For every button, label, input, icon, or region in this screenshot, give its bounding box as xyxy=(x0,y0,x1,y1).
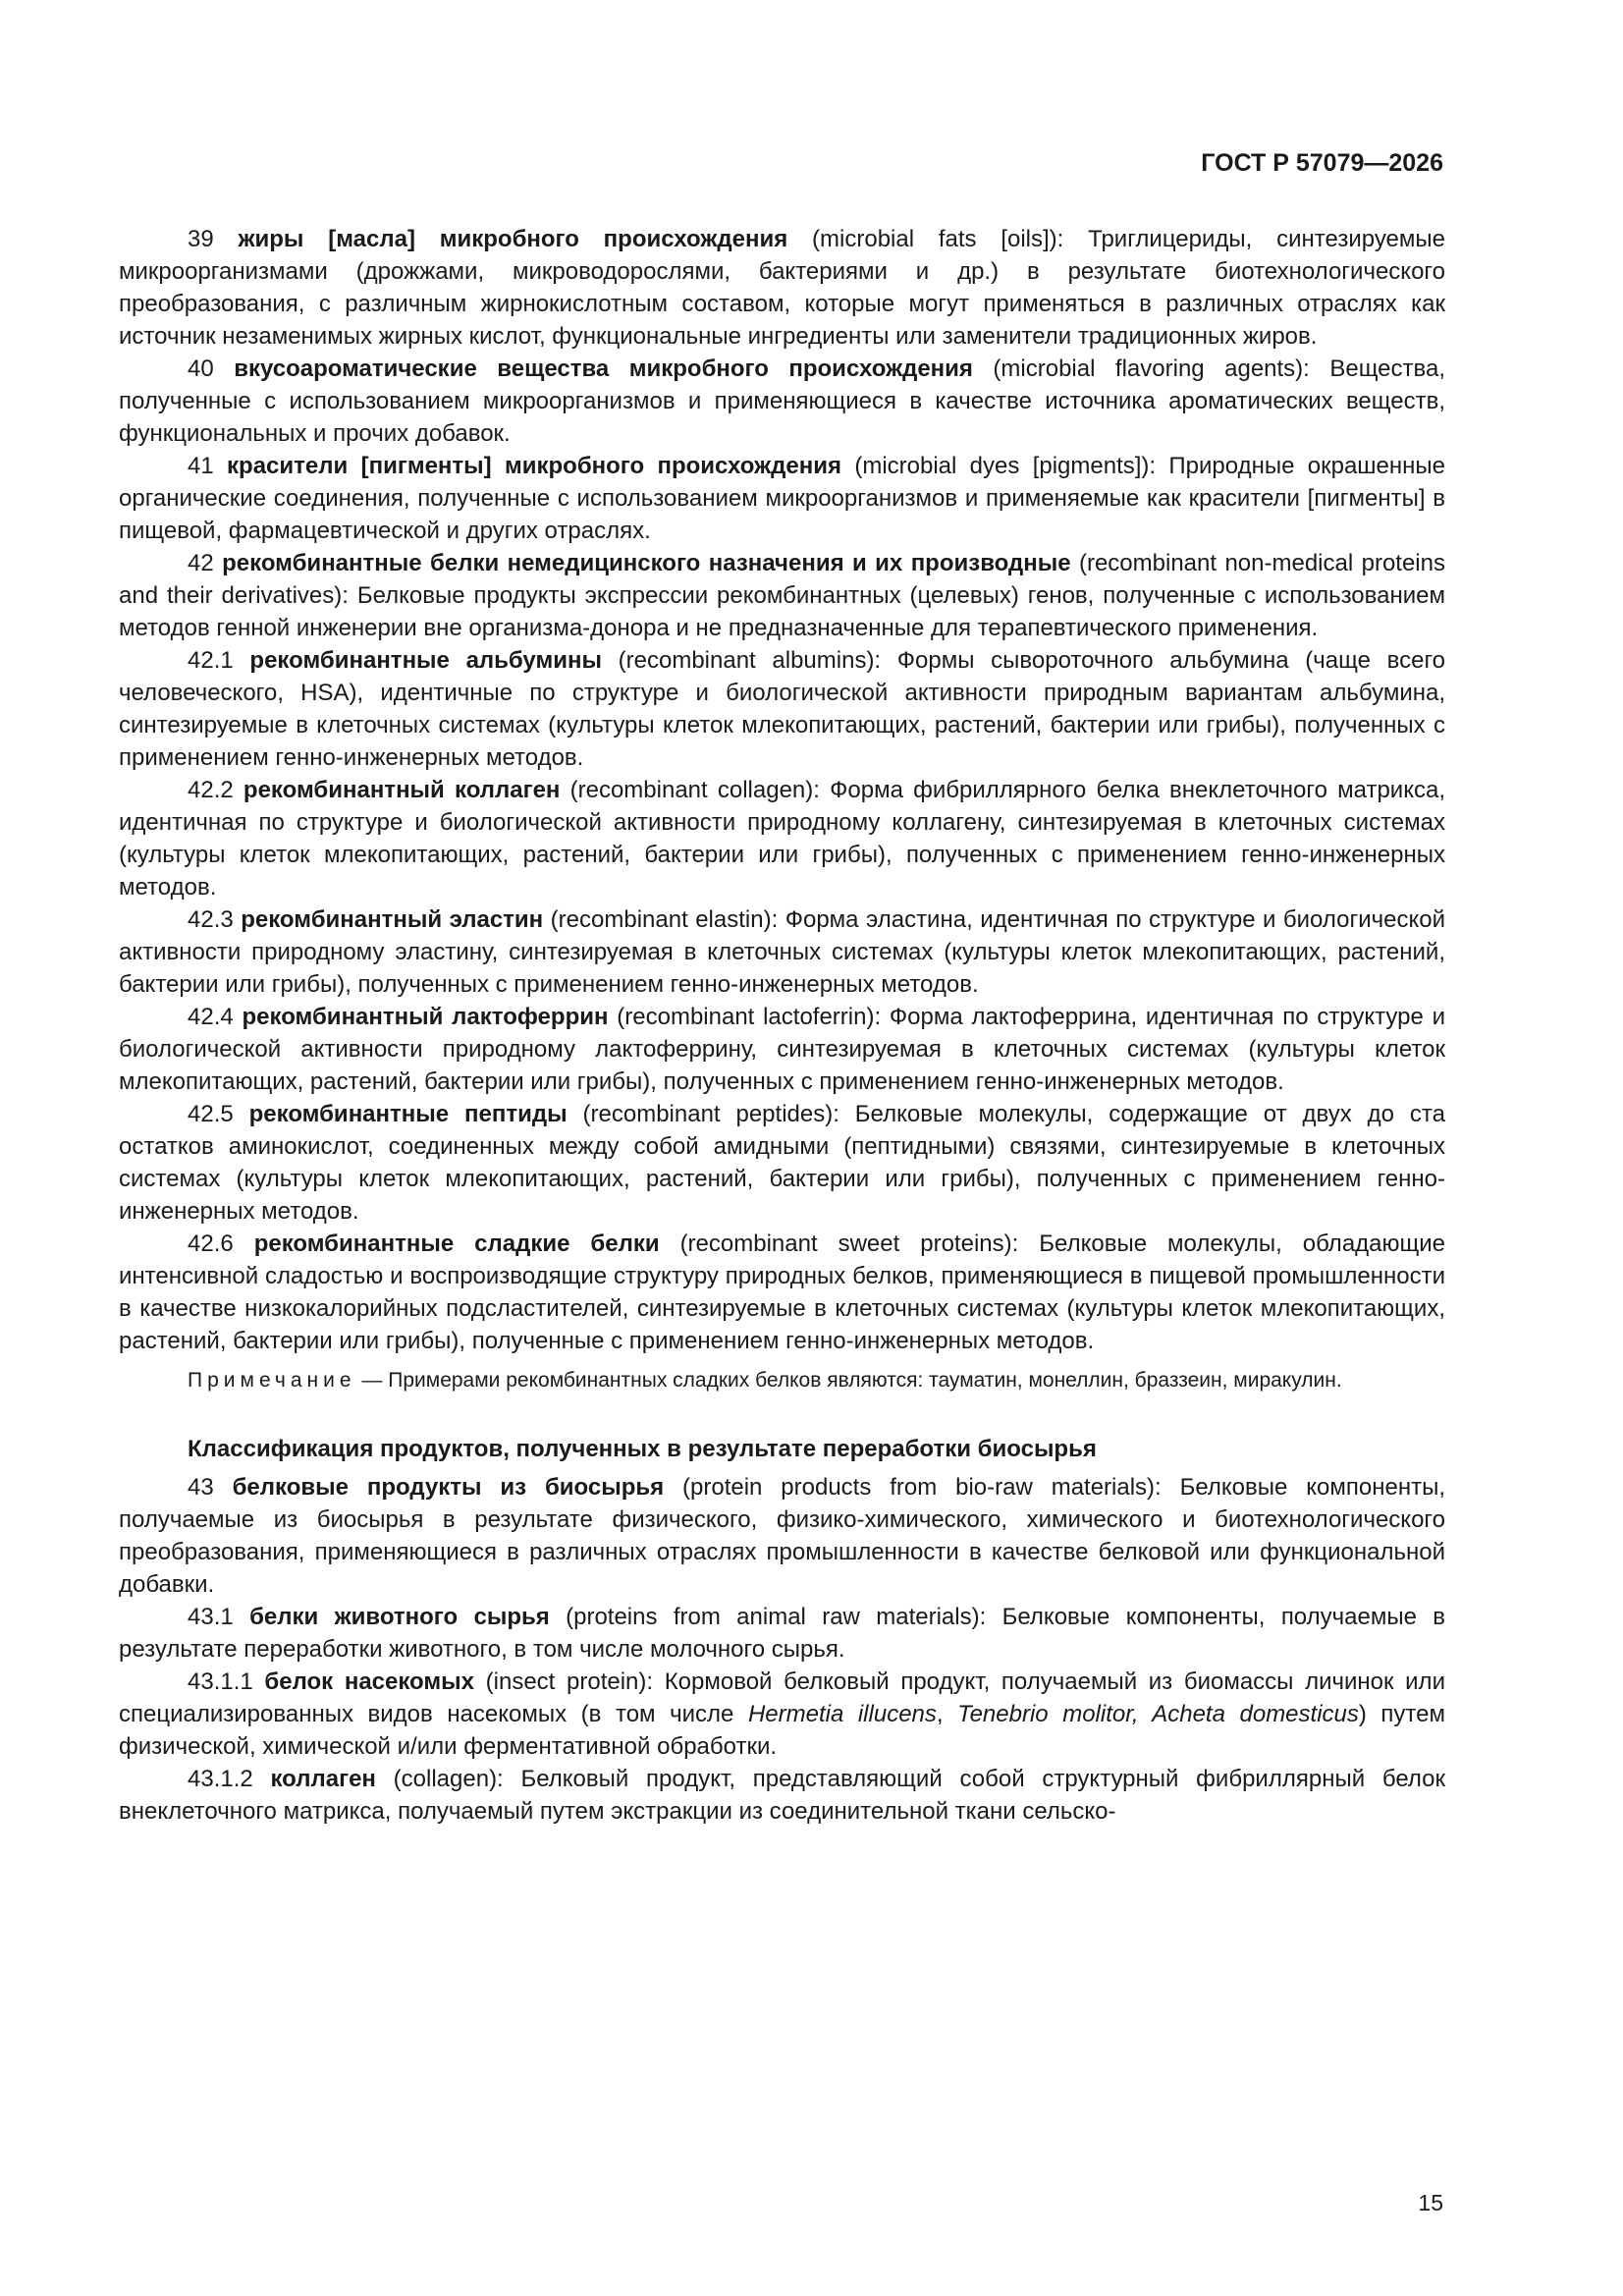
entry-43: 43 белковые продукты из биосырья (protein products from bio-raw materials): Белковые компоненты, получаемые из биосырья в результате физического, физико-химического, химического и биотехнологического преобразования, применяющиеся в различных отраслях промышленности в качестве белковой или функциональной добавки. xyxy=(119,1474,1445,1598)
page-number: 15 xyxy=(1418,2190,1443,2215)
term: вкусоароматические вещества микробного происхождения xyxy=(234,355,973,382)
term: красители [пигменты] микробного происхождения xyxy=(227,453,842,479)
term: белки животного сырья xyxy=(249,1604,550,1630)
document-body xyxy=(119,223,1445,1828)
species-name: Hermetia illucens xyxy=(747,1701,937,1727)
term: рекомбинантные белки немедицинского назначения и их производные xyxy=(222,550,1071,576)
entry-42: 42 рекомбинантные белки немедицинского назначения и их производные (recombinant non-medical proteins and their derivatives): Белковые продукты экспрессии рекомбинантных (целевых) генов, полученные с использованием методов генной инженерии вне организма-донора и не предназначенные для терапевтического применения. xyxy=(119,550,1445,641)
species-name: Tenebrio molitor, Acheta domesticus xyxy=(957,1701,1359,1727)
entry-43-1-1: 43.1.1 белок насекомых (insect protein): Кормовой белковый продукт, получаемый из биомассы личинок или специализированных видов насекомых (в том числе Hermetia illucens, Tenebrio molitor, Acheta domesticus) путем физической, химической и/или ферментативной обработки. xyxy=(119,1668,1445,1760)
note-label: Примечание xyxy=(188,1369,356,1392)
entry-42-4: 42.4 рекомбинантный лактоферрин (recombinant lactoferrin): Форма лактоферрина, идентичная по структуре и биологической активности природному лактоферрину, синтезируемая в клеточных системах (культуры клеток млекопитающих, растений, бактерии или грибы), полученных с применением генно-инженерных методов. xyxy=(119,1004,1446,1095)
term: белковые продукты из биосырья xyxy=(232,1474,665,1501)
entry-42-1: 42.1 рекомбинантные альбумины (recombinant albumins): Формы сывороточного альбумина (чаще всего человеческого, HSA), идентичные по структуре и биологической активности природным вариантам альбумина, синтезируемые в клеточных системах (культуры клеток млекопитающих, растений, бактерии или грибы), полученных с применением генно-инженерных методов. xyxy=(119,647,1446,771)
term: жиры [масла] микробного происхождения xyxy=(238,226,788,252)
entry-42-5: 42.5 рекомбинантные пептиды (recombinant peptides): Белковые молекулы, содержащие от двух до ста остатков аминокислот, соединенных между собой амидными (пептидными) связями, синтезируемые в клеточных системах (культуры клеток млекопитающих, растений, бактерии или грибы), полученных с применением генно-инженерных методов. xyxy=(119,1101,1445,1225)
entry-42-2: 42.2 рекомбинантный коллаген (recombinant collagen): Форма фибриллярного белка внеклеточного матрикса, идентичная по структуре и биологической активности природному коллагену, синтезируемая в клеточных системах (культуры клеток млекопитающих, растений, бактерии или грибы), полученных с применением генно-инженерных методов. xyxy=(119,777,1445,901)
term: рекомбинантный эластин xyxy=(241,906,544,933)
entry-43-1: 43.1 белки животного сырья (proteins from animal raw materials): Белковые компоненты, получаемые в результате переработки животного, в том числе молочного сырья. xyxy=(119,1604,1446,1663)
entry-41: 41 красители [пигменты] микробного происхождения (microbial dyes [pigments]): Природные окрашенные органические соединения, полученные с использованием микроорганизмов и применяемые как красители [пигменты] в пищевой, фармацевтической и других отраслях. xyxy=(119,453,1446,544)
term: рекомбинантный коллаген xyxy=(243,777,561,803)
term: коллаген xyxy=(270,1766,376,1792)
document-header: ГОСТ Р 57079—2026 xyxy=(1201,149,1443,177)
term: рекомбинантные пептиды xyxy=(248,1101,568,1127)
term: рекомбинантные альбумины xyxy=(249,647,602,674)
section-title: Классификация продуктов, полученных в результате переработки биосырья xyxy=(188,1436,1097,1462)
entry-40: 40 вкусоароматические вещества микробного происхождения (microbial flavoring agents): Вещества, полученные с использованием микроорганизмов и применяющиеся в качестве источника ароматических веществ, функциональных и прочих добавок. xyxy=(119,355,1446,447)
entry-42-6: 42.6 рекомбинантные сладкие белки (recombinant sweet proteins): Белковые молекулы, обладающие интенсивной сладостью и воспроизводящие структуру природных белков, применяющиеся в пищевой промышленности в качестве низкокалорийных подсластителей, синтезируемые в клеточных системах (культуры клеток млекопитающих, растений, бактерии или грибы), полученные с применением генно-инженерных методов. xyxy=(119,1230,1446,1354)
entry-42-3: 42.3 рекомбинантный эластин (recombinant elastin): Форма эластина, идентичная по структуре и биологической активности природному эластину, синтезируемая в клеточных системах (культуры клеток млекопитающих, растений, бактерии или грибы), полученных с применением генно-инженерных методов. xyxy=(119,906,1446,998)
note: Примечание — Примерами рекомбинантных сладких белков являются: тауматин, монеллин, браззеин, миракулин. xyxy=(188,1369,1342,1392)
entry-43-1-2: 43.1.2 коллаген (collagen): Белковый продукт, представляющий собой структурный фибриллярный белок внеклеточного матрикса, получаемый путем экстракции из соединительной ткани сельско- xyxy=(119,1766,1445,1825)
entry-39: 39 жиры [масла] микробного происхождения (microbial fats [oils]): Триглицериды, синтезируемые микроорганизмами (дрожжами, микроводорослями, бактериями и др.) в результате биотехнологического преобразования, с различным жирнокислотным составом, которые могут применяться в различных отраслях как источник незаменимых жирных кислот, функциональные ингредиенты или заменители традиционных жиров. xyxy=(119,226,1445,350)
term: рекомбинантные сладкие белки xyxy=(253,1230,660,1257)
term: рекомбинантный лактоферрин xyxy=(242,1004,609,1030)
term: белок насекомых xyxy=(264,1668,474,1695)
